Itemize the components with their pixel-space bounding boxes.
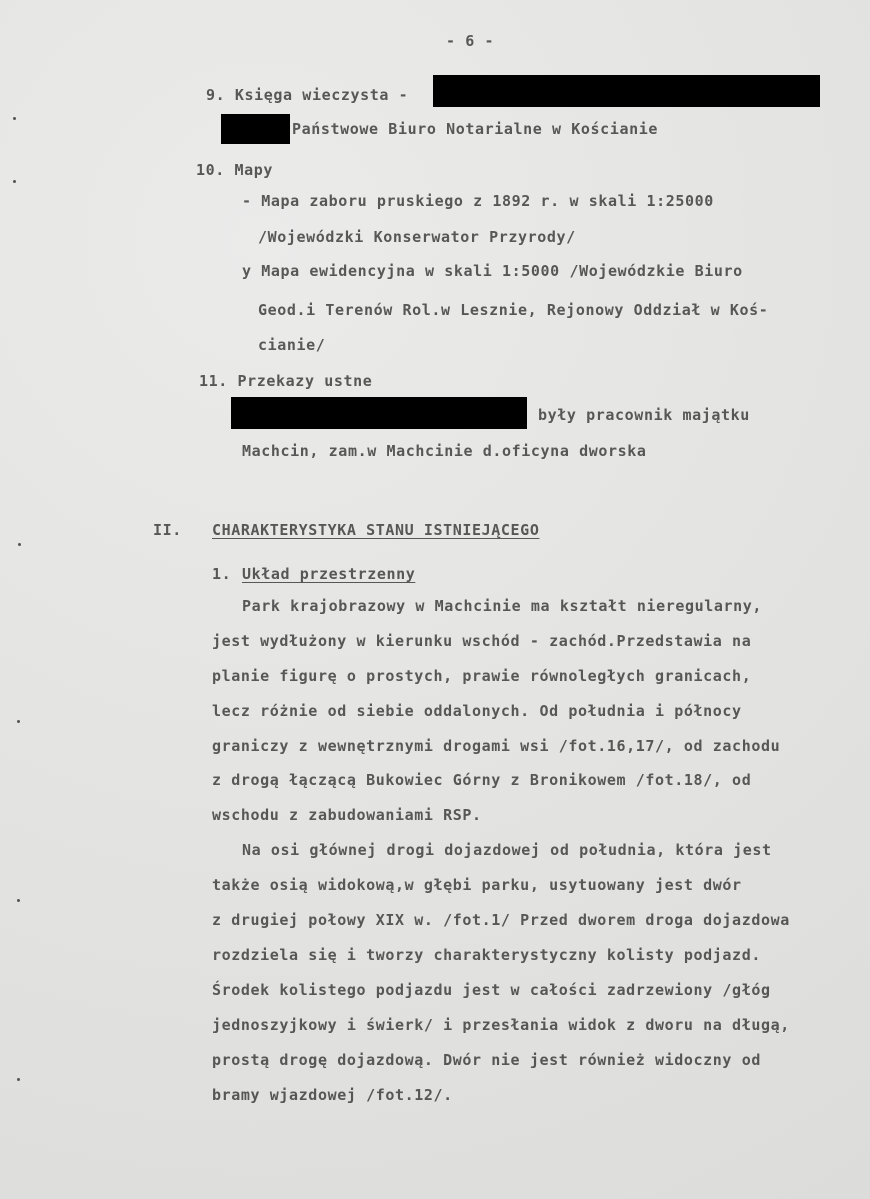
- item-11-informant: były pracownik majątku: [538, 406, 750, 424]
- paragraph-2-line: Środek kolistego podjazdu jest w całości zadrzewiony /głóg: [212, 981, 771, 999]
- binding-hole-mark: [17, 720, 20, 723]
- redaction-block: [221, 114, 290, 144]
- binding-hole-mark: [17, 899, 20, 902]
- paragraph-1-line: lecz różnie od siebie oddalonych. Od południa i północy: [212, 702, 742, 720]
- item-10-map-2-source: Geod.i Terenów Rol.w Lesznie, Rejonowy Oddział w Koś-: [258, 301, 769, 319]
- paragraph-2-line: bramy wjazdowej /fot.12/.: [212, 1086, 453, 1104]
- binding-hole-mark: [18, 543, 21, 546]
- item-11-informant-address: Machcin, zam.w Machcinie d.oficyna dworska: [242, 442, 647, 460]
- paragraph-2-line: prostą drogę dojazdową. Dwór nie jest również widoczny od: [212, 1051, 761, 1069]
- item-9-continuation: Państwowe Biuro Notarialne w Kościanie: [292, 120, 658, 138]
- paragraph-2-line: z drugiej połowy XIX w. /fot.1/ Przed dworem droga dojazdowa: [212, 911, 790, 929]
- paragraph-2-line: rozdziela się i tworzy charakterystyczny kolisty podjazd.: [212, 946, 761, 964]
- binding-hole-mark: [13, 180, 16, 183]
- paragraph-1-line: graniczy z wewnętrznymi drogami wsi /fot.16,17/, od zachodu: [212, 737, 781, 755]
- binding-hole-mark: [13, 117, 16, 120]
- redaction-block: [433, 75, 820, 107]
- paragraph-1-line: jest wydłużony w kierunku wschód - zachód.Przedstawia na: [212, 632, 752, 650]
- item-11-heading: 11. Przekazy ustne: [199, 372, 373, 390]
- page-number: - 6 -: [446, 32, 495, 50]
- binding-hole-mark: [17, 1078, 20, 1081]
- paragraph-1-line: wschodu z zabudowaniami RSP.: [212, 806, 482, 824]
- item-10-map-2-source-end: cianie/: [258, 336, 326, 354]
- paragraph-1-line: z drogą łączącą Bukowiec Górny z Bronikowem /fot.18/, od: [212, 771, 752, 789]
- section-title: CHARAKTERYSTYKA STANU ISTNIEJĄCEGO: [212, 521, 540, 539]
- subsection-number: 1.: [212, 565, 232, 583]
- paragraph-2-line: także osią widokową,w głębi parku, usytuowany jest dwór: [212, 876, 742, 894]
- item-10-map-2: y Mapa ewidencyjna w skali 1:5000 /Wojewódzkie Biuro: [242, 262, 743, 280]
- subsection-title: Układ przestrzenny: [242, 565, 416, 583]
- item-10-map-1: - Mapa zaboru pruskiego z 1892 r. w skali 1:25000: [242, 192, 714, 210]
- paragraph-1-line: Park krajobrazowy w Machcinie ma kształt nieregularny,: [242, 597, 763, 615]
- paragraph-2-line: jednoszyjkowy i świerk/ i przesłania widok z dworu na długą,: [212, 1016, 790, 1034]
- item-9-line: 9. Księga wieczysta -: [206, 86, 409, 104]
- item-10-heading: 10. Mapy: [196, 161, 274, 179]
- paragraph-1-line: planie figurę o prostych, prawie równoległych granicach,: [212, 667, 752, 685]
- section-number: II.: [153, 521, 182, 539]
- item-10-map-1-source: /Wojewódzki Konserwator Przyrody/: [258, 228, 576, 246]
- redaction-block: [231, 397, 527, 429]
- paragraph-2-line: Na osi głównej drogi dojazdowej od południa, która jest: [242, 841, 772, 859]
